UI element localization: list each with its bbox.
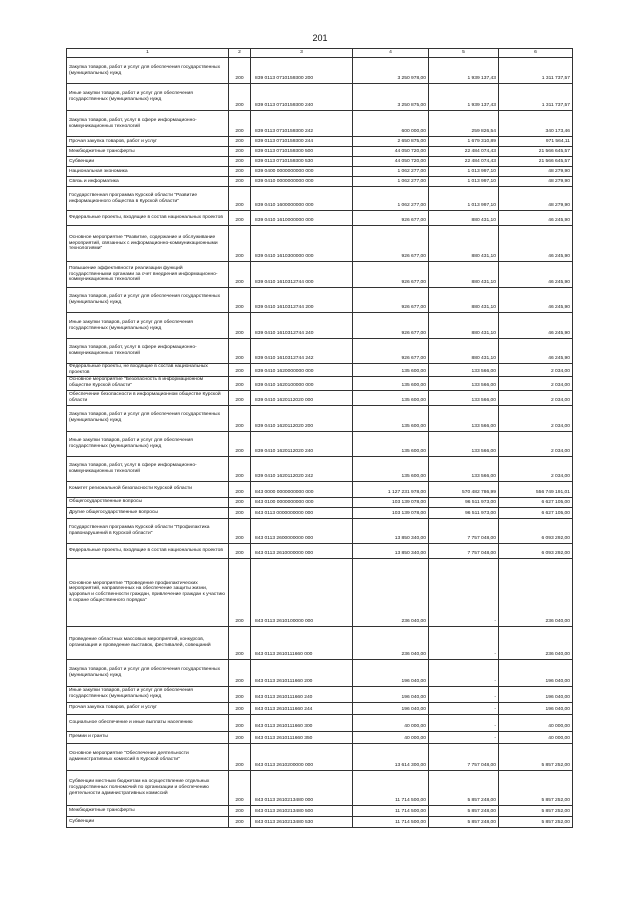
cell-budget-code: 843 0113 2610111660 000: [251, 626, 353, 659]
cell-remaining: 6 093 292,00: [499, 518, 573, 543]
cell-name: Основное мероприятие "Безопасность в информационном обществе Курской области": [67, 376, 229, 390]
cell-planned: 926 677,00: [353, 226, 429, 262]
cell-executed: 880 431,10: [429, 313, 499, 339]
cell-planned: 1 062 277,00: [353, 187, 429, 211]
cell-budget-code: 839 0410 1610312744 240: [251, 313, 353, 339]
cell-remaining: 5 857 252,00: [499, 805, 573, 816]
cell-planned: 135 600,00: [353, 405, 429, 431]
cell-planned: 11 714 500,00: [353, 805, 429, 816]
cell-code: 200: [229, 405, 251, 431]
table-row: [67, 702, 573, 714]
table-row: [67, 390, 573, 405]
cell-planned: 1 062 277,00: [353, 177, 429, 187]
cell-code: 200: [229, 364, 251, 377]
cell-planned: 3 250 978,00: [353, 58, 429, 84]
cell-remaining: 971 564,11: [499, 137, 573, 147]
cell-code: 200: [229, 497, 251, 507]
cell-budget-code: 843 0113 2600000000 000: [251, 518, 353, 543]
cell-planned: 196 040,00: [353, 702, 429, 714]
cell-planned: 135 600,00: [353, 376, 429, 390]
cell-name: Федеральные проекты, входящие в состав национальных проектов: [67, 543, 229, 558]
cell-budget-code: 839 0410 1610312744 000: [251, 262, 353, 288]
cell-name: Федеральные проекты, входящие в состав национальных проектов: [67, 211, 229, 226]
column-header: 1: [67, 49, 229, 58]
cell-budget-code: 839 0410 1620112020 200: [251, 405, 353, 431]
cell-code: 200: [229, 187, 251, 211]
cell-executed: 133 566,00: [429, 376, 499, 390]
cell-planned: 196 040,00: [353, 659, 429, 686]
cell-code: 200: [229, 626, 251, 659]
table-row: [67, 84, 573, 111]
cell-budget-code: 843 0113 2610111660 200: [251, 659, 353, 686]
cell-budget-code: 839 0410 1600000000 000: [251, 187, 353, 211]
table-row: [67, 686, 573, 702]
cell-code: 200: [229, 456, 251, 481]
cell-planned: 2 650 875,00: [353, 137, 429, 147]
table-row: [67, 743, 573, 770]
cell-budget-code: 839 0410 1610312744 242: [251, 339, 353, 364]
cell-name: Основное мероприятие "Обеспечение деятельности административных комиссий в Курской области": [67, 743, 229, 770]
table-row: [67, 376, 573, 390]
cell-executed: -: [429, 626, 499, 659]
cell-executed: 22 484 074,43: [429, 147, 499, 157]
cell-executed: 7 757 048,00: [429, 743, 499, 770]
cell-executed: 259 826,54: [429, 111, 499, 137]
table-row: [67, 226, 573, 262]
cell-executed: 5 857 248,00: [429, 805, 499, 816]
table-row: [67, 364, 573, 377]
cell-executed: 880 431,10: [429, 226, 499, 262]
cell-name: Комитет региональной безопасности Курской области: [67, 481, 229, 497]
cell-name: Иные закупки товаров, работ и услуг для обеспечения государственных (муниципальных) нужд: [67, 84, 229, 111]
cell-code: 200: [229, 211, 251, 226]
cell-remaining: 340 173,46: [499, 111, 573, 137]
table-row: [67, 770, 573, 805]
cell-remaining: 1 311 737,57: [499, 84, 573, 111]
cell-executed: -: [429, 714, 499, 731]
cell-planned: 135 600,00: [353, 390, 429, 405]
cell-name: Прочая закупка товаров, работ и услуг: [67, 137, 229, 147]
cell-remaining: 5 857 252,00: [499, 770, 573, 805]
cell-code: 200: [229, 805, 251, 816]
table-row: [67, 111, 573, 137]
cell-name: Федеральные проекты, не входящие в состав национальных проектов: [67, 364, 229, 377]
table-row: [67, 187, 573, 211]
cell-planned: 600 000,00: [353, 111, 429, 137]
cell-remaining: 5 857 252,00: [499, 816, 573, 827]
cell-remaining: 40 000,00: [499, 714, 573, 731]
table-row: [67, 659, 573, 686]
table-row: [67, 456, 573, 481]
cell-code: 200: [229, 84, 251, 111]
table-row: [67, 147, 573, 157]
cell-name: Субвенции местным бюджетам на осуществление отдельных государственных полномочий по организации и обеспечению деятельности административных комиссий: [67, 770, 229, 805]
cell-remaining: 1 311 737,57: [499, 58, 573, 84]
column-header: 5: [429, 49, 499, 58]
cell-remaining: 46 245,90: [499, 288, 573, 313]
page-number: 201: [312, 33, 328, 43]
cell-budget-code: 839 0113 0710159300 242: [251, 111, 353, 137]
cell-executed: 1 013 997,10: [429, 177, 499, 187]
cell-code: 200: [229, 702, 251, 714]
cell-name: Связь и информатика: [67, 177, 229, 187]
cell-name: Иные закупки товаров, работ и услуг для обеспечения государственных (муниципальных) нужд: [67, 313, 229, 339]
cell-code: 200: [229, 313, 251, 339]
cell-planned: 40 000,00: [353, 731, 429, 743]
table-row: [67, 211, 573, 226]
cell-remaining: 48 279,90: [499, 177, 573, 187]
cell-code: 200: [229, 659, 251, 686]
cell-remaining: 196 040,00: [499, 702, 573, 714]
cell-remaining: 2 034,00: [499, 456, 573, 481]
cell-executed: 1 939 137,43: [429, 84, 499, 111]
cell-planned: 236 040,00: [353, 626, 429, 659]
cell-executed: 5 857 248,00: [429, 770, 499, 805]
cell-planned: 103 139 078,00: [353, 507, 429, 518]
cell-remaining: 236 040,00: [499, 626, 573, 659]
cell-code: 200: [229, 558, 251, 626]
cell-code: 200: [229, 481, 251, 497]
cell-budget-code: 839 0410 1620000000 000: [251, 364, 353, 377]
cell-budget-code: 839 0113 0710159300 244: [251, 137, 353, 147]
table-body: [67, 49, 573, 828]
cell-name: Субвенции: [67, 816, 229, 827]
cell-code: 200: [229, 714, 251, 731]
cell-code: 200: [229, 167, 251, 177]
cell-remaining: 196 040,00: [499, 686, 573, 702]
cell-name: Межбюджетные трансферты: [67, 805, 229, 816]
cell-executed: 5 857 248,00: [429, 816, 499, 827]
cell-executed: 570 482 786,99: [429, 481, 499, 497]
cell-budget-code: 843 0113 2610111660 244: [251, 702, 353, 714]
column-header: 2: [229, 49, 251, 58]
cell-budget-code: 839 0410 0000000000 000: [251, 177, 353, 187]
cell-name: Другие общегосударственные вопросы: [67, 507, 229, 518]
cell-executed: -: [429, 731, 499, 743]
cell-code: 200: [229, 157, 251, 167]
cell-planned: 11 714 500,00: [353, 816, 429, 827]
cell-budget-code: 843 0113 2610111660 240: [251, 686, 353, 702]
cell-remaining: 556 749 191,01: [499, 481, 573, 497]
cell-executed: 1 013 997,10: [429, 187, 499, 211]
cell-executed: 880 431,10: [429, 288, 499, 313]
cell-name: Основное мероприятие "Проведение профилактических мероприятий, направленных на обеспечение защиты жизни, здоровья и собственности граждан, привлечение граждан к участию в охране общественного порядка": [67, 558, 229, 626]
cell-budget-code: 843 0113 2610213480 000: [251, 770, 353, 805]
cell-planned: 40 000,00: [353, 714, 429, 731]
cell-budget-code: 839 0410 1610000000 000: [251, 211, 353, 226]
cell-name: Закупка товаров, работ и услуг для обеспечения государственных (муниципальных) нужд: [67, 288, 229, 313]
cell-executed: 133 566,00: [429, 364, 499, 377]
cell-budget-code: 839 0113 0710159300 530: [251, 157, 353, 167]
cell-budget-code: 839 0410 1620112020 240: [251, 431, 353, 456]
column-header: 3: [251, 49, 353, 58]
cell-code: 200: [229, 507, 251, 518]
cell-executed: 7 757 048,00: [429, 518, 499, 543]
cell-planned: 44 050 720,00: [353, 157, 429, 167]
cell-planned: 135 600,00: [353, 431, 429, 456]
cell-planned: 135 600,00: [353, 456, 429, 481]
cell-name: Закупка товаров, работ и услуг для обеспечения государственных (муниципальных) нужд: [67, 405, 229, 431]
column-number-header-row: [67, 49, 573, 58]
table-row: [67, 288, 573, 313]
table-row: [67, 405, 573, 431]
cell-planned: 926 677,00: [353, 288, 429, 313]
cell-budget-code: 843 0113 2610000000 000: [251, 543, 353, 558]
cell-name: Закупка товаров, работ и услуг для обеспечения государственных (муниципальных) нужд: [67, 659, 229, 686]
cell-code: 200: [229, 431, 251, 456]
table-row: [67, 431, 573, 456]
cell-remaining: 5 857 252,00: [499, 743, 573, 770]
cell-code: 200: [229, 58, 251, 84]
cell-remaining: 2 034,00: [499, 364, 573, 377]
table-row: [67, 157, 573, 167]
cell-remaining: 21 566 645,57: [499, 147, 573, 157]
cell-budget-code: 839 0410 1610312744 200: [251, 288, 353, 313]
cell-code: 200: [229, 686, 251, 702]
cell-name: Прочая закупка товаров, работ и услуг: [67, 702, 229, 714]
cell-remaining: 46 245,90: [499, 226, 573, 262]
table-row: [67, 558, 573, 626]
table-row: [67, 816, 573, 827]
cell-name: Закупка товаров, работ, услуг в сфере информационно-коммуникационных технологий: [67, 111, 229, 137]
cell-budget-code: 843 0113 2610200000 000: [251, 743, 353, 770]
cell-budget-code: 839 0410 1610300000 000: [251, 226, 353, 262]
cell-remaining: 6 093 292,00: [499, 543, 573, 558]
cell-executed: -: [429, 659, 499, 686]
cell-remaining: 6 627 105,00: [499, 497, 573, 507]
cell-code: 200: [229, 770, 251, 805]
cell-budget-code: 839 0410 1620112020 242: [251, 456, 353, 481]
cell-code: 200: [229, 147, 251, 157]
cell-name: Общегосударственные вопросы: [67, 497, 229, 507]
table-row: [67, 262, 573, 288]
cell-name: Закупка товаров, работ, услуг в сфере информационно-коммуникационных технологий: [67, 339, 229, 364]
table-row: [67, 313, 573, 339]
cell-planned: 11 714 500,00: [353, 770, 429, 805]
table-row: [67, 167, 573, 177]
cell-budget-code: 843 0113 2610213480 500: [251, 805, 353, 816]
cell-executed: 1 013 997,10: [429, 167, 499, 177]
cell-name: Государственная программа Курской области "Развитие информационного общества в Курской области": [67, 187, 229, 211]
cell-remaining: 2 034,00: [499, 376, 573, 390]
cell-executed: 22 484 074,43: [429, 157, 499, 167]
cell-name: Социальное обеспечение и иные выплаты населению: [67, 714, 229, 731]
cell-name: Иные закупки товаров, работ и услуг для обеспечения государственных (муниципальных) нужд: [67, 431, 229, 456]
cell-remaining: 196 040,00: [499, 659, 573, 686]
cell-executed: 96 511 973,00: [429, 497, 499, 507]
cell-remaining: 48 279,90: [499, 167, 573, 177]
cell-executed: 880 431,10: [429, 211, 499, 226]
cell-remaining: 21 566 645,57: [499, 157, 573, 167]
cell-code: 200: [229, 543, 251, 558]
cell-planned: 13 850 340,00: [353, 543, 429, 558]
cell-planned: 236 040,00: [353, 558, 429, 626]
cell-planned: 135 600,00: [353, 364, 429, 377]
cell-remaining: 46 245,90: [499, 339, 573, 364]
column-header: 6: [499, 49, 573, 58]
cell-remaining: 236 040,00: [499, 558, 573, 626]
cell-planned: 44 050 720,00: [353, 147, 429, 157]
cell-remaining: 40 000,00: [499, 731, 573, 743]
cell-budget-code: 839 0410 1620112020 000: [251, 390, 353, 405]
cell-planned: 926 677,00: [353, 339, 429, 364]
table-row: [67, 714, 573, 731]
column-header: 4: [353, 49, 429, 58]
cell-budget-code: 839 0113 0710159300 200: [251, 58, 353, 84]
cell-code: 200: [229, 743, 251, 770]
cell-code: 200: [229, 339, 251, 364]
cell-executed: 133 566,00: [429, 405, 499, 431]
cell-planned: 926 677,00: [353, 313, 429, 339]
cell-planned: 13 614 300,00: [353, 743, 429, 770]
cell-code: 200: [229, 137, 251, 147]
cell-executed: -: [429, 558, 499, 626]
cell-planned: 13 850 340,00: [353, 518, 429, 543]
cell-executed: 7 757 048,00: [429, 543, 499, 558]
cell-remaining: 2 034,00: [499, 390, 573, 405]
cell-planned: 3 250 875,00: [353, 84, 429, 111]
cell-name: Премии и гранты: [67, 731, 229, 743]
budget-report-table: [66, 48, 573, 828]
cell-budget-code: 843 0113 2610213480 530: [251, 816, 353, 827]
cell-remaining: 2 034,00: [499, 405, 573, 431]
cell-name: Повышение эффективности реализации функций государственными органами за счет внедрения информационно-коммуникационных технологий: [67, 262, 229, 288]
cell-code: 200: [229, 177, 251, 187]
cell-executed: -: [429, 702, 499, 714]
cell-name: Закупка товаров, работ и услуг для обеспечения государственных (муниципальных) нужд: [67, 58, 229, 84]
cell-name: Национальная экономика: [67, 167, 229, 177]
table-row: [67, 805, 573, 816]
cell-budget-code: 843 0000 0000000000 000: [251, 481, 353, 497]
cell-code: 200: [229, 111, 251, 137]
cell-executed: 133 566,00: [429, 456, 499, 481]
table-row: [67, 58, 573, 84]
table-row: [67, 626, 573, 659]
cell-name: Межбюджетные трансферты: [67, 147, 229, 157]
cell-name: Основное мероприятие "Развитие, содержание и обслуживание мероприятий, связанных с информационно-коммуникационными технологиями": [67, 226, 229, 262]
cell-remaining: 6 627 105,00: [499, 507, 573, 518]
cell-planned: 1 127 231 978,00: [353, 481, 429, 497]
table-row: [67, 137, 573, 147]
cell-budget-code: 839 0400 0000000000 000: [251, 167, 353, 177]
cell-remaining: 46 245,90: [499, 313, 573, 339]
cell-code: 200: [229, 390, 251, 405]
cell-code: 200: [229, 262, 251, 288]
table-row: [67, 497, 573, 507]
table-row: [67, 518, 573, 543]
cell-planned: 1 062 277,00: [353, 167, 429, 177]
cell-executed: 133 566,00: [429, 390, 499, 405]
cell-budget-code: 843 0113 0000000000 000: [251, 507, 353, 518]
cell-code: 200: [229, 816, 251, 827]
cell-budget-code: 843 0113 2610111660 350: [251, 731, 353, 743]
cell-budget-code: 843 0113 2610100000 000: [251, 558, 353, 626]
cell-planned: 196 040,00: [353, 686, 429, 702]
table-row: [67, 543, 573, 558]
cell-budget-code: 839 0113 0710159300 240: [251, 84, 353, 111]
cell-remaining: 48 279,90: [499, 187, 573, 211]
cell-code: 200: [229, 731, 251, 743]
cell-planned: 103 139 078,00: [353, 497, 429, 507]
cell-remaining: 46 245,90: [499, 262, 573, 288]
cell-name: Проведение областных массовых мероприятий, конкурсов, организация и проведение выставок, фестивалей, совещаний: [67, 626, 229, 659]
cell-code: 200: [229, 226, 251, 262]
cell-budget-code: 843 0100 0000000000 000: [251, 497, 353, 507]
cell-name: Субвенции: [67, 157, 229, 167]
table-row: [67, 481, 573, 497]
table-row: [67, 339, 573, 364]
table-row: [67, 507, 573, 518]
cell-executed: 1 939 137,43: [429, 58, 499, 84]
cell-executed: 880 431,10: [429, 339, 499, 364]
cell-code: 200: [229, 288, 251, 313]
cell-executed: -: [429, 686, 499, 702]
cell-remaining: 2 034,00: [499, 431, 573, 456]
cell-executed: 133 566,00: [429, 431, 499, 456]
cell-name: Обеспечение безопасности в информационном обществе Курской области: [67, 390, 229, 405]
cell-code: 200: [229, 518, 251, 543]
cell-budget-code: 843 0113 2610111660 300: [251, 714, 353, 731]
cell-executed: 1 679 310,89: [429, 137, 499, 147]
cell-name: Иные закупки товаров, работ и услуг для обеспечения государственных (муниципальных) нужд: [67, 686, 229, 702]
cell-planned: 926 677,00: [353, 211, 429, 226]
cell-name: Государственная программа Курской области "Профилактика правонарушений в Курской области": [67, 518, 229, 543]
cell-executed: 96 511 973,00: [429, 507, 499, 518]
cell-remaining: 46 245,90: [499, 211, 573, 226]
cell-name: Закупка товаров, работ, услуг в сфере информационно-коммуникационных технологий: [67, 456, 229, 481]
cell-executed: 880 431,10: [429, 262, 499, 288]
table-row: [67, 177, 573, 187]
cell-budget-code: 839 0410 1620100000 000: [251, 376, 353, 390]
table-row: [67, 731, 573, 743]
cell-code: 200: [229, 376, 251, 390]
cell-planned: 926 677,00: [353, 262, 429, 288]
cell-budget-code: 839 0113 0710159300 500: [251, 147, 353, 157]
